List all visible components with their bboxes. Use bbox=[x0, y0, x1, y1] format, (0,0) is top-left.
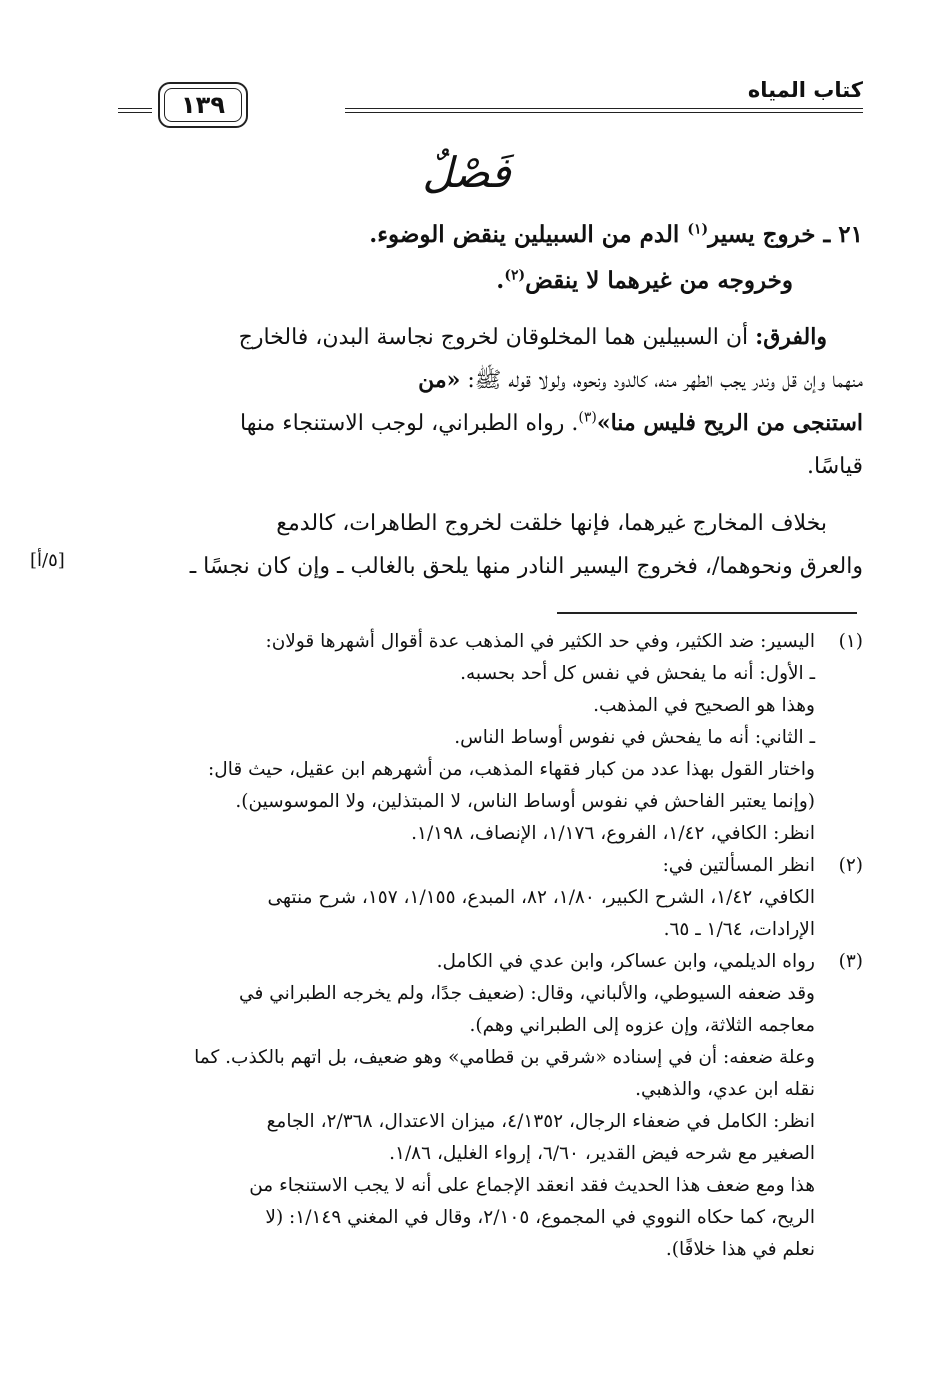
paragraph-text: والعرق ونحوهما/، فخروج اليسير النادر منها يلحق بالغالب ـ وإن كان نجسًا ـ bbox=[189, 554, 863, 579]
footnote-line: معاجمه الثلاثة، وإن عزوه إلى الطبراني وهم). bbox=[469, 1015, 815, 1036]
header-rule bbox=[345, 108, 863, 109]
footnote-marker: (٣) bbox=[578, 409, 597, 426]
footnote-line: الصغير مع شرحه فيض القدير، ٦/٦٠، إرواء الغليل، ١/٨٦. bbox=[389, 1143, 815, 1164]
page-number: ١٣٩ bbox=[181, 91, 225, 119]
footnote bbox=[113, 946, 863, 1266]
header-rule bbox=[345, 112, 863, 113]
footnote-separator bbox=[557, 612, 857, 614]
footnote-line: وهذا هو الصحيح في المذهب. bbox=[593, 695, 815, 716]
footnote-line: الإرادات، ١/٦٤ ـ ٦٥. bbox=[663, 919, 815, 940]
paragraph-text: بخلاف المخارج غيرهما، فإنها خلقت لخروج الطاهرات، كالدمع bbox=[276, 511, 827, 536]
header-rule bbox=[118, 112, 152, 113]
footnote-marker: (١) bbox=[687, 221, 709, 238]
running-title: كتاب المياه bbox=[747, 78, 863, 102]
footnote-line: الريح، كما حكاه النووي في المجموع، ٢/١٠٥، وقال في المغني ١/١٤٩: (لا bbox=[265, 1207, 815, 1228]
footnote-number: (٢) bbox=[838, 855, 863, 876]
paragraph-text: منهما وإن قل وندر يجب الطهر منه، كالدود ونحوه، ولولا قوله ﷺ: bbox=[467, 368, 863, 393]
footnote-line: ـ الأول: أنه ما يفحش في نفس كل أحد بحسبه. bbox=[460, 663, 815, 684]
footnote bbox=[113, 850, 863, 946]
page-header bbox=[118, 72, 863, 132]
footnote-line: نقله ابن عدي، والذهبي. bbox=[635, 1079, 815, 1100]
footnote-line: (وإنما يعتبر الفاحش في نفوس أوساط الناس، لا المبتذلين، ولا الموسوسين). bbox=[235, 791, 815, 812]
footnote-line: الكافي، ١/٤٢، الشرح الكبير، ١/٨٠، ٨٢، المبدع، ١/١٥٥، ١٥٧، شرح منتهى bbox=[267, 887, 815, 908]
header-rule bbox=[118, 108, 152, 109]
footnote-number: (١) bbox=[838, 631, 863, 652]
issue-text: الدم من السبيلين ينقض الوضوء. bbox=[369, 221, 680, 248]
footnote-marker: (٢) bbox=[504, 267, 526, 284]
issue-text: وخروجه من غيرهما لا ينقض bbox=[525, 267, 793, 294]
issue-line-1 bbox=[128, 213, 863, 256]
paragraph-text: . رواه الطبراني، لوجب الاستنجاء منها bbox=[240, 411, 579, 436]
footnote-line: رواه الديلمي، وابن عساكر، وابن عدي في الكامل. bbox=[436, 951, 815, 972]
footnote bbox=[113, 626, 863, 850]
footnote-line: واختار القول بهذا عدد من كبار فقهاء المذهب، من أشهرهم ابن عقيل، حيث قال: bbox=[208, 759, 815, 780]
section-heading: فَصْلٌ bbox=[422, 148, 511, 197]
paragraph-text: أن السبيلين هما المخلوقان لخروج نجاسة البدن، فالخارج bbox=[238, 325, 749, 350]
hadith-text: استنجى من الريح فليس منا» bbox=[596, 410, 863, 436]
footnote-line: نعلم في هذا خلافًا). bbox=[665, 1239, 815, 1260]
footnote-line: وعلة ضعفه: أن في إسناده «شرقي بن قطامي» وهو ضعيف، بل اتهم بالكذب. كما bbox=[194, 1047, 815, 1068]
manuscript-folio-note: [٥/أ] bbox=[30, 550, 65, 571]
footnote-number: (٣) bbox=[838, 951, 863, 972]
footnote-line: انظر المسألتين في: bbox=[662, 855, 815, 876]
issue-line-2 bbox=[496, 259, 793, 302]
issue-text: خروج يسير bbox=[708, 221, 816, 248]
page-number-frame bbox=[158, 82, 248, 128]
footnote-line: انظر: الكامل في ضعفاء الرجال، ٤/١٣٥٢، ميزان الاعتدال، ٢/٣٦٨، الجامع bbox=[266, 1111, 815, 1132]
difference-paragraph bbox=[128, 316, 863, 488]
footnote-line: اليسير: ضد الكثير، وفي حد الكثير في المذهب عدة أقوال أشهرها قولان: bbox=[265, 631, 815, 652]
difference-label: والفرق: bbox=[755, 324, 827, 350]
footnote-line: وقد ضعفه السيوطي، والألباني، وقال: (ضعيف جدًا، ولم يخرجه الطبراني في bbox=[239, 983, 815, 1004]
issue-text: . bbox=[496, 267, 505, 294]
issue-number: ٢١ ـ bbox=[823, 221, 863, 248]
footnotes bbox=[113, 626, 863, 1266]
hadith-text: «من bbox=[418, 367, 461, 393]
contrast-paragraph bbox=[128, 502, 863, 588]
paragraph-text: قياسًا. bbox=[807, 454, 863, 479]
footnote-line: انظر: الكافي، ١/٤٢، الفروع، ١/١٧٦، الإنصاف، ١/١٩٨. bbox=[411, 823, 815, 844]
footnote-line: ـ الثاني: أنه ما يفحش في نفوس أوساط الناس. bbox=[454, 727, 815, 748]
footnote-line: هذا ومع ضعف هذا الحديث فقد انعقد الإجماع على أنه لا يجب الاستنجاء من bbox=[249, 1175, 815, 1196]
